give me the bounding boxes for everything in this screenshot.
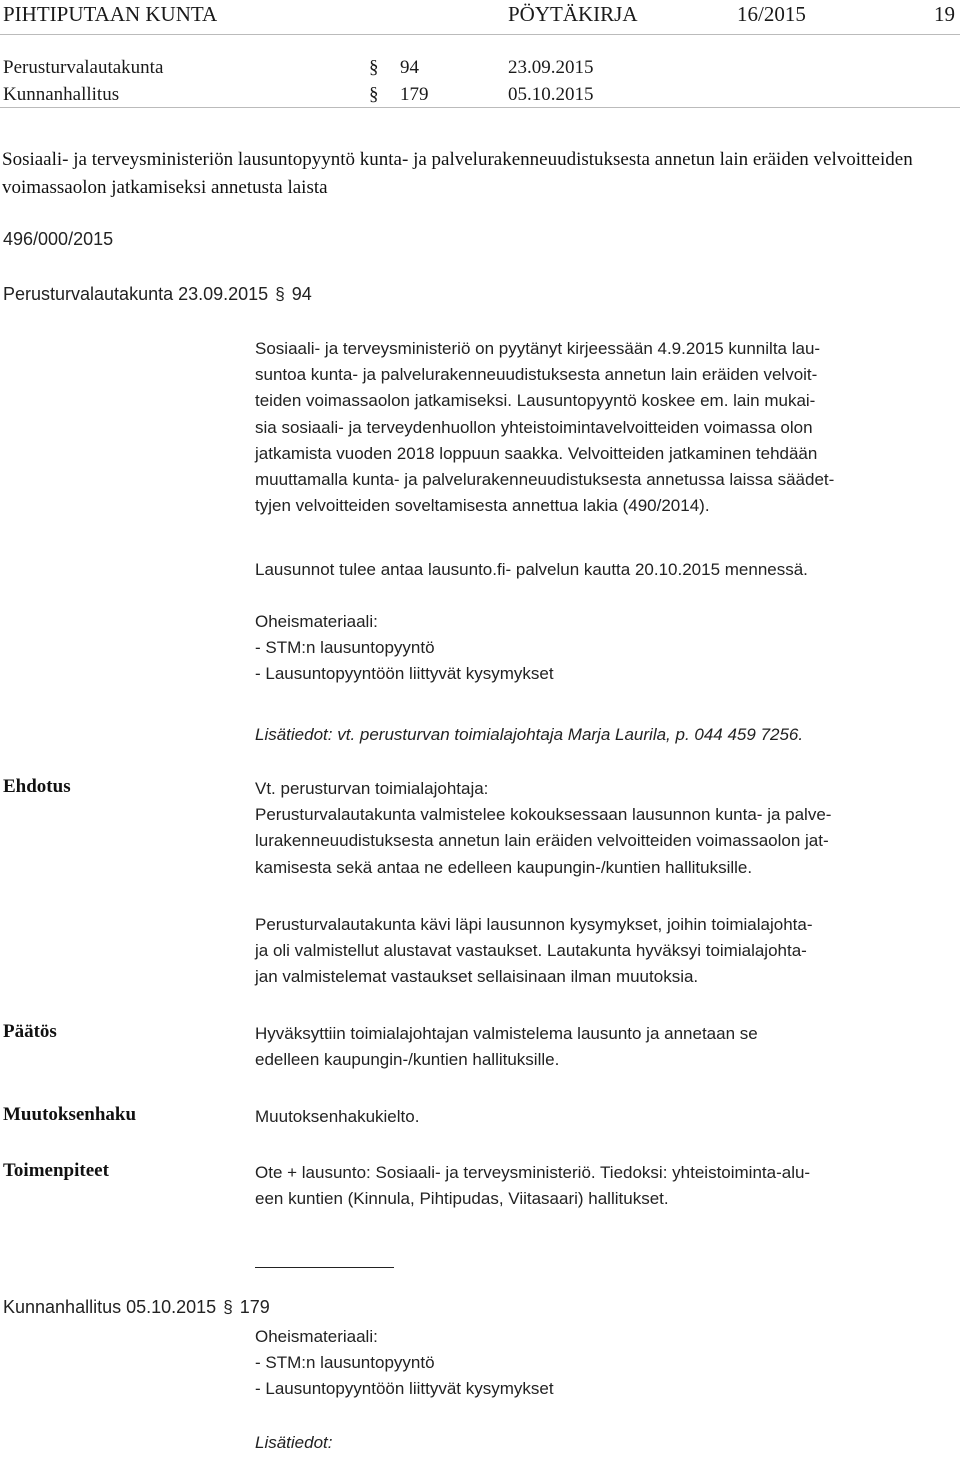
review-paragraph [255,912,955,991]
text-line: Perusturvalautakunta valmistelee kokouksessaan lausunnon kunta- ja palve- [255,805,832,825]
section-mark: § [369,57,379,78]
section-mark: § [223,1298,233,1317]
text-line: jatkamista vuoden 2018 loppuun saakka. Velvoitteiden jatkaminen tehdään [255,443,818,463]
session-num: 179 [239,1297,270,1317]
session-text: Perusturvalautakunta 23.09.2015 [3,284,269,304]
separator-line [255,1267,394,1268]
intro-paragraph [255,336,955,519]
more-info [255,722,955,748]
deadline-text: Lausunnot tulee antaa lausunto.fi- palvelun kautta 20.10.2015 mennessä. [255,560,808,579]
page-title: Sosiaali- ja terveysministeriön lausuntopyyntö kunta- ja palvelurakenneuudistuksesta annetun lain eräiden velvoitteiden voimassaolon jatkamiseksi annetusta laista [2,149,913,198]
paatos-label: Päätös [3,1021,57,1042]
muutoksenhaku-text: Muutoksenhakukielto. [255,1107,420,1126]
attachment-item: - STM:n lausuntopyyntö [255,638,435,658]
org-name: PIHTIPUTAAN KUNTA [3,2,218,26]
doc-type: PÖYTÄKIRJA [508,2,638,26]
toimenpiteet-paragraph [255,1160,955,1212]
muutoksenhaku-label: Muutoksenhaku [3,1104,137,1125]
section-mark: § [369,84,379,105]
text-line: muuttamalla kunta- ja palvelurakenneuudistuksesta annetussa laissa säädet- [255,470,835,490]
kh-more-info [255,1430,955,1456]
text-line: edelleen kaupungin-/kuntien hallituksille. [255,1050,560,1070]
section-mark: § [275,285,285,304]
kh-attachments-block [255,1324,955,1403]
doc-number: 16/2015 [737,2,806,26]
toimenpiteet-label: Toimenpiteet [3,1160,109,1181]
diary-number: 496/000/2015 [3,229,114,249]
session-heading [3,284,312,305]
text-line: Perusturvalautakunta kävi läpi lausunnon kysymykset, joihin toimialajohta- [255,915,813,934]
meta-num: 179 [400,84,429,105]
text-line: kamisesta sekä antaa ne edelleen kaupungin-/kuntien hallituksille. [255,857,753,877]
deadline-paragraph [255,557,955,583]
attachment-item: - STM:n lausuntopyyntö [255,1353,435,1373]
meta-divider [0,107,960,108]
attachments-block [255,609,955,688]
text-line: sia sosiaali- ja terveydenhuollon yhteistoimintavelvoitteiden voimassa olon [255,417,813,437]
paatos-paragraph [255,1021,955,1073]
page-number: 19 [934,2,955,26]
more-info-text: Lisätiedot: vt. perusturvan toimialajohtaja Marja Laurila, p. 044 459 7256. [255,725,804,744]
text-line: een kuntien (Kinnula, Pihtipudas, Viitasaari) hallitukset. [255,1189,669,1209]
text-line: teiden voimassaolon jatkamiseksi. Lausuntopyyntö koskee em. lain mukai- [255,391,816,411]
more-info-text: Lisätiedot: [255,1433,333,1452]
session-heading [3,1297,270,1318]
meta-num: 94 [400,57,419,78]
session-text: Kunnanhallitus 05.10.2015 [3,1297,217,1317]
meta-body: Kunnanhallitus [3,84,120,105]
meta-date: 23.09.2015 [508,57,594,78]
muutoksenhaku-paragraph [255,1104,955,1130]
text-line: lurakenneuudistuksesta annetun lain eräiden velvoitteiden voimassaolon jat- [255,831,829,851]
attachment-item: - Lausuntopyyntöön liittyvät kysymykset [255,1379,554,1399]
meta-date: 05.10.2015 [508,84,594,105]
text-line: ja oli valmistellut alustavat vastaukset. Lautakunta hyväksyi toimialajohta- [255,941,807,961]
text-line: Sosiaali- ja terveysministeriö on pyytänyt kirjeessään 4.9.2015 kunnilta lau- [255,339,821,358]
meta-body: Perusturvalautakunta [3,57,164,78]
ehdotus-paragraph [255,776,955,881]
attachment-item: - Lausuntopyyntöön liittyvät kysymykset [255,664,554,684]
header-divider [0,34,960,35]
ehdotus-label: Ehdotus [3,776,71,797]
attachments-label: Oheismateriaali: [255,1327,378,1346]
text-line: Hyväksyttiin toimialajohtajan valmistelema lausunto ja annetaan se [255,1024,758,1043]
text-line: jan valmistelemat vastaukset sellaisinaan ilman muutoksia. [255,967,699,987]
session-num: 94 [291,284,312,304]
text-line: tyjen velvoitteiden soveltamisesta annettua lakia (490/2014). [255,496,710,516]
text-line: Vt. perusturvan toimialajohtaja: [255,779,489,798]
text-line: suntoa kunta- ja palvelurakenneuudistuksesta annetun lain eräiden velvoit- [255,365,818,385]
attachments-label: Oheismateriaali: [255,612,378,631]
text-line: Ote + lausunto: Sosiaali- ja terveysministeriö. Tiedoksi: yhteistoiminta-alu- [255,1163,811,1182]
